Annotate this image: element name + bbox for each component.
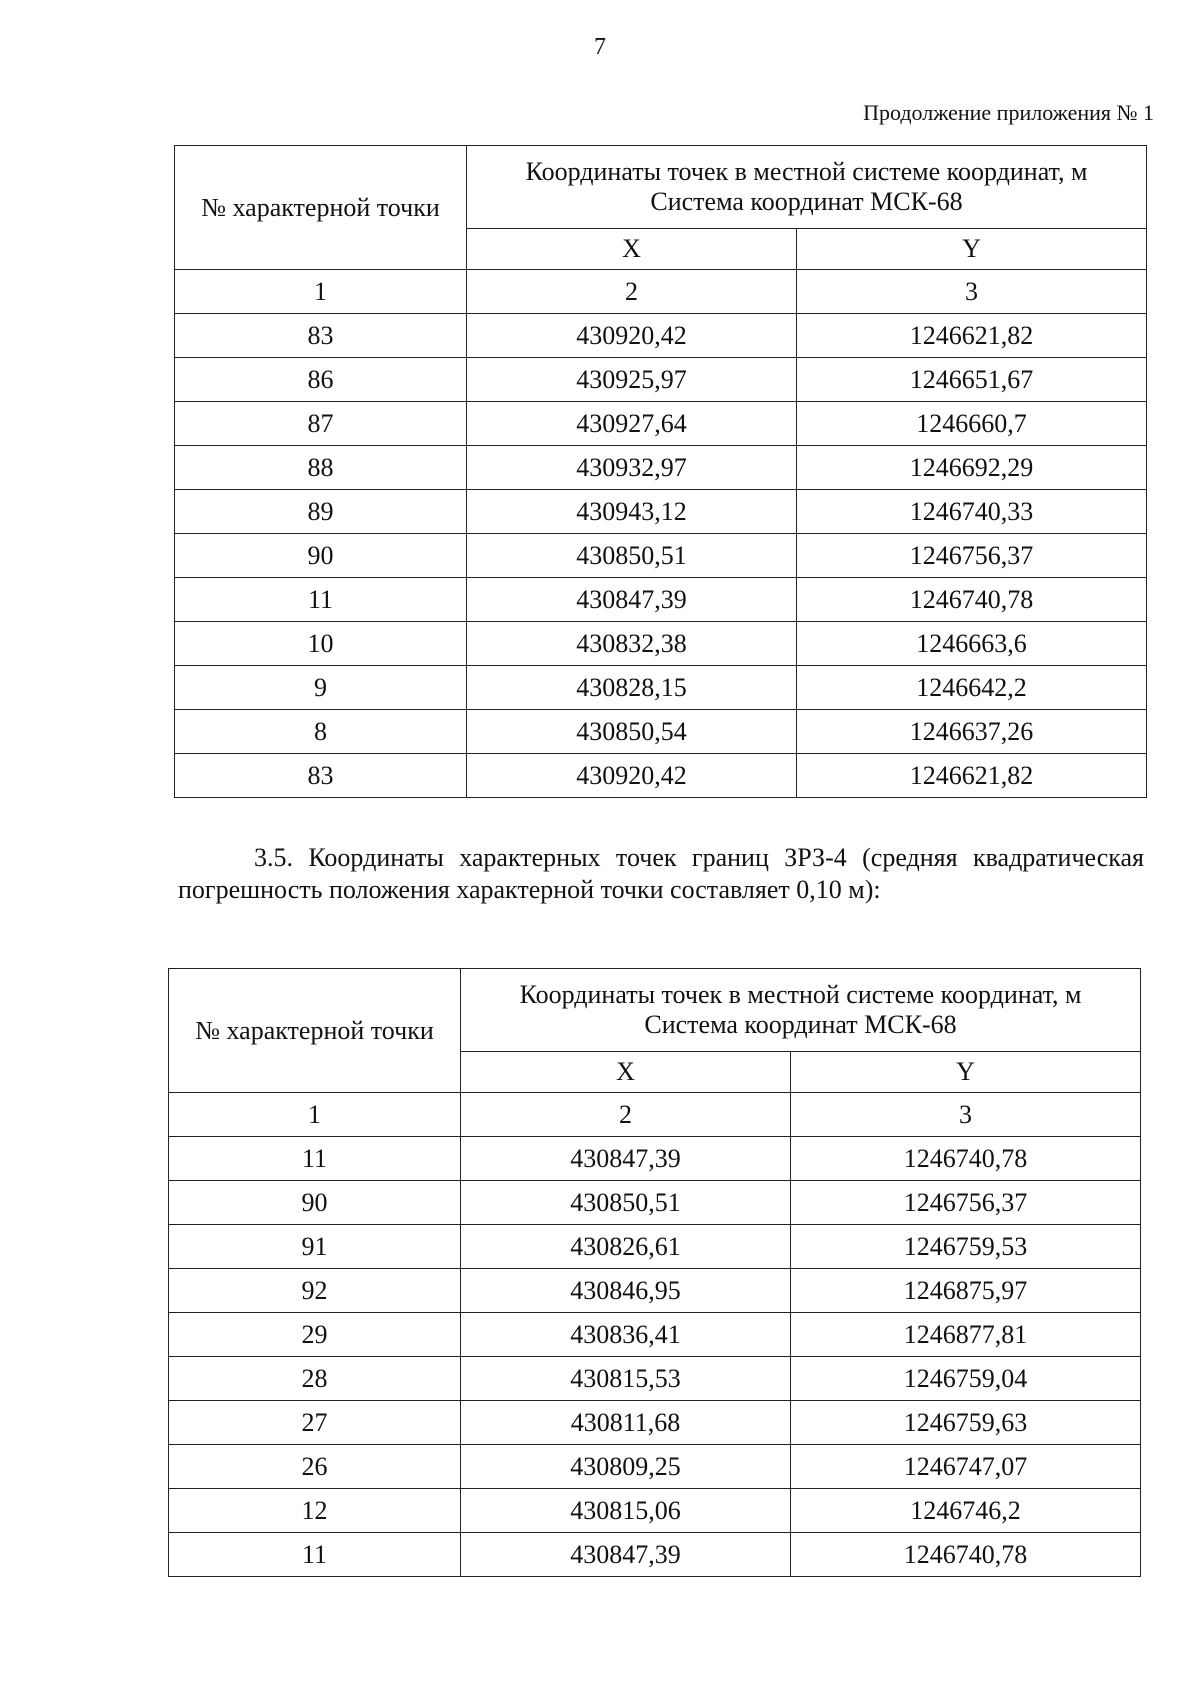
y-coordinate-cell: 1246759,53	[791, 1225, 1141, 1269]
y-coordinate-cell: 1246740,78	[791, 1533, 1141, 1577]
point-number-cell: 29	[169, 1313, 461, 1357]
x-coordinate-cell: 430846,95	[461, 1269, 791, 1313]
header-msk-68: Система координат МСК-68	[644, 1010, 957, 1039]
x-coordinate-cell: 430850,54	[467, 710, 797, 754]
column-number-1: 1	[175, 270, 467, 314]
x-coordinate-cell: 430847,39	[467, 578, 797, 622]
column-number-3: 3	[797, 270, 1147, 314]
table-row	[169, 1533, 1141, 1577]
table-row	[169, 1225, 1141, 1269]
table-row	[169, 1489, 1141, 1533]
x-coordinate-cell: 430847,39	[461, 1137, 791, 1181]
table-row	[169, 1401, 1141, 1445]
table-row	[175, 710, 1147, 754]
x-coordinate-cell: 430850,51	[461, 1181, 791, 1225]
coordinates-table-1	[174, 145, 1147, 798]
point-number-cell: 90	[169, 1181, 461, 1225]
table-row	[175, 534, 1147, 578]
y-coordinate-cell: 1246759,04	[791, 1357, 1141, 1401]
point-number-cell: 11	[169, 1533, 461, 1577]
table-row	[175, 358, 1147, 402]
header-point-number: № характерной точки	[169, 969, 461, 1093]
y-coordinate-cell: 1246651,67	[797, 358, 1147, 402]
x-coordinate-cell: 430809,25	[461, 1445, 791, 1489]
point-number-cell: 83	[175, 754, 467, 798]
table-row	[175, 754, 1147, 798]
y-coordinate-cell: 1246747,07	[791, 1445, 1141, 1489]
header-x: X	[467, 229, 797, 270]
x-coordinate-cell: 430815,06	[461, 1489, 791, 1533]
y-coordinate-cell: 1246740,78	[791, 1137, 1141, 1181]
column-number-2: 2	[467, 270, 797, 314]
point-number-cell: 27	[169, 1401, 461, 1445]
y-coordinate-cell: 1246621,82	[797, 754, 1147, 798]
table-row	[175, 446, 1147, 490]
table-row	[169, 1181, 1141, 1225]
x-coordinate-cell: 430925,97	[467, 358, 797, 402]
x-coordinate-cell: 430920,42	[467, 754, 797, 798]
page-number: 7	[594, 34, 606, 60]
point-number-cell: 83	[175, 314, 467, 358]
point-number-cell: 90	[175, 534, 467, 578]
section-3-5-paragraph: 3.5. Координаты характерных точек границ ЗРЗ-4 (средняя квадратическая погрешность положения характерной точки составляет 0,10 м):	[178, 843, 1144, 904]
y-coordinate-cell: 1246877,81	[791, 1313, 1141, 1357]
point-number-cell: 11	[175, 578, 467, 622]
point-number-cell: 26	[169, 1445, 461, 1489]
y-coordinate-cell: 1246746,2	[791, 1489, 1141, 1533]
table-row	[175, 666, 1147, 710]
point-number-cell: 88	[175, 446, 467, 490]
table-row	[169, 1137, 1141, 1181]
header-coords-title: Координаты точек в местной системе координат, м	[525, 157, 1088, 187]
table-row	[169, 1357, 1141, 1401]
x-coordinate-cell: 430815,53	[461, 1357, 791, 1401]
y-coordinate-cell: 1246642,2	[797, 666, 1147, 710]
y-coordinate-cell: 1246663,6	[797, 622, 1147, 666]
header-coordinate-system	[467, 146, 1147, 229]
x-coordinate-cell: 430826,61	[461, 1225, 791, 1269]
y-coordinate-cell: 1246692,29	[797, 446, 1147, 490]
point-number-cell: 91	[169, 1225, 461, 1269]
table-row	[175, 622, 1147, 666]
point-number-cell: 86	[175, 358, 467, 402]
table-row	[175, 578, 1147, 622]
point-number-cell: 8	[175, 710, 467, 754]
point-number-cell: 10	[175, 622, 467, 666]
table-row	[175, 314, 1147, 358]
header-y: Y	[791, 1052, 1141, 1093]
column-number-1: 1	[169, 1093, 461, 1137]
header-msk-68: Система координат МСК-68	[650, 187, 963, 216]
point-number-cell: 89	[175, 490, 467, 534]
table-row	[169, 1313, 1141, 1357]
table-row	[169, 1269, 1141, 1313]
x-coordinate-cell: 430850,51	[467, 534, 797, 578]
table-row	[169, 1445, 1141, 1489]
point-number-cell: 87	[175, 402, 467, 446]
point-number-cell: 12	[169, 1489, 461, 1533]
header-y: Y	[797, 229, 1147, 270]
y-coordinate-cell: 1246875,97	[791, 1269, 1141, 1313]
x-coordinate-cell: 430836,41	[461, 1313, 791, 1357]
appendix-continuation-note: Продолжение приложения № 1	[863, 100, 1154, 125]
header-x: X	[461, 1052, 791, 1093]
header-point-number: № характерной точки	[175, 146, 467, 270]
y-coordinate-cell: 1246756,37	[797, 534, 1147, 578]
table-row	[175, 402, 1147, 446]
y-coordinate-cell: 1246637,26	[797, 710, 1147, 754]
x-coordinate-cell: 430828,15	[467, 666, 797, 710]
column-number-2: 2	[461, 1093, 791, 1137]
y-coordinate-cell: 1246621,82	[797, 314, 1147, 358]
header-coords-title: Координаты точек в местной системе координат, м	[519, 980, 1082, 1010]
x-coordinate-cell: 430832,38	[467, 622, 797, 666]
header-coordinate-system	[461, 969, 1141, 1052]
y-coordinate-cell: 1246759,63	[791, 1401, 1141, 1445]
column-number-3: 3	[791, 1093, 1141, 1137]
x-coordinate-cell: 430811,68	[461, 1401, 791, 1445]
point-number-cell: 92	[169, 1269, 461, 1313]
point-number-cell: 9	[175, 666, 467, 710]
x-coordinate-cell: 430932,97	[467, 446, 797, 490]
y-coordinate-cell: 1246660,7	[797, 402, 1147, 446]
y-coordinate-cell: 1246740,33	[797, 490, 1147, 534]
x-coordinate-cell: 430920,42	[467, 314, 797, 358]
x-coordinate-cell: 430847,39	[461, 1533, 791, 1577]
y-coordinate-cell: 1246740,78	[797, 578, 1147, 622]
point-number-cell: 28	[169, 1357, 461, 1401]
y-coordinate-cell: 1246756,37	[791, 1181, 1141, 1225]
table-row	[175, 490, 1147, 534]
coordinates-table-2-zrz-4	[168, 968, 1141, 1577]
x-coordinate-cell: 430927,64	[467, 402, 797, 446]
point-number-cell: 11	[169, 1137, 461, 1181]
x-coordinate-cell: 430943,12	[467, 490, 797, 534]
